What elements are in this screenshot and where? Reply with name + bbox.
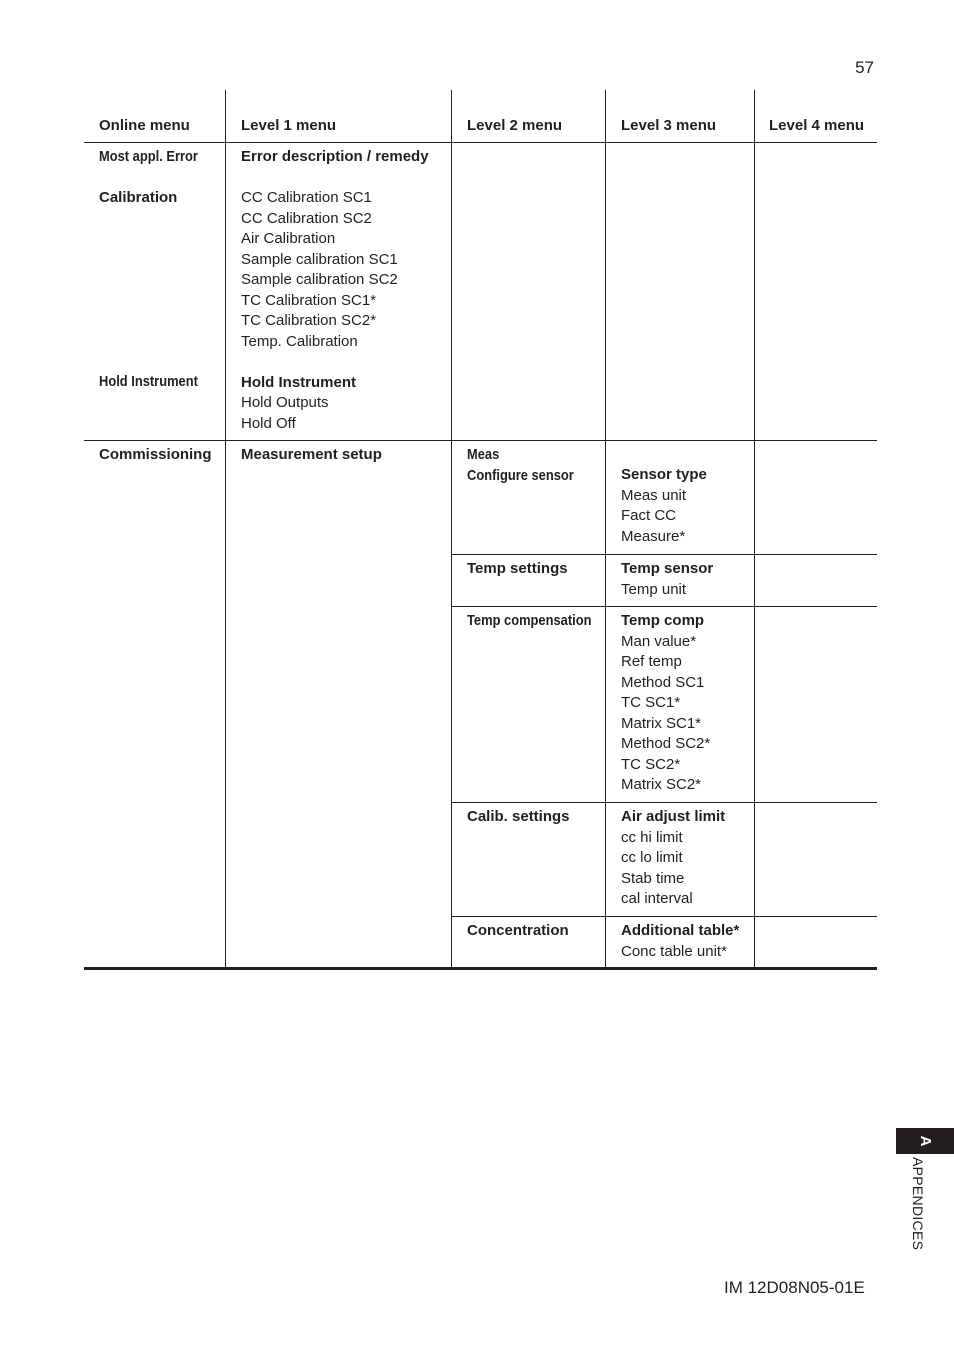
temp-sensor-title: Temp sensor — [621, 560, 714, 577]
configure-sensor-label — [467, 466, 591, 487]
table-bottom-rule — [84, 967, 877, 970]
list-item: cc lo limit — [621, 849, 683, 866]
list-item: Measure* — [621, 527, 686, 545]
most-appl-error-label: Most appl. Error — [99, 148, 198, 165]
online-hold-instrument — [99, 372, 214, 393]
list-item: Sample calibration SC1 — [241, 250, 398, 268]
list-item: TC Calibration SC2* — [241, 312, 377, 329]
level2-meas — [467, 445, 591, 486]
list-item: Method SC2* — [621, 735, 711, 752]
document-code: IM 12D08N05-01E — [724, 1278, 865, 1297]
list-item: Hold Off — [241, 414, 296, 432]
list-item: cc hi limit — [621, 828, 683, 846]
online-commissioning: Commissioning — [99, 446, 212, 463]
appendix-label: APPENDICES — [910, 1157, 926, 1251]
list-item: Man value* — [621, 632, 697, 650]
list-item: cal interval — [621, 890, 693, 907]
header-online-menu: Online menu — [99, 117, 190, 134]
list-item: Sample calibration SC2 — [241, 271, 398, 288]
header-rule — [84, 142, 877, 143]
hold-instrument-title: Hold Instrument — [241, 373, 356, 391]
air-adjust-limit-title: Air adjust limit — [621, 808, 726, 825]
temp-compensation-label: Temp compensation — [467, 612, 592, 629]
level1-section1 — [241, 147, 429, 434]
configure-sensor-label-text: Configure sensor — [467, 466, 574, 484]
level3-additional-table — [621, 921, 739, 962]
list-item: Temp unit — [621, 580, 687, 598]
additional-table-title: Additional table* — [621, 922, 740, 939]
level2-calib-settings: Calib. settings — [467, 808, 570, 825]
level3-temp-comp — [621, 611, 710, 796]
appendix-letter: A — [917, 1135, 934, 1147]
list-item: Meas unit — [621, 486, 687, 504]
level2-temp-compensation — [467, 611, 612, 632]
list-item: Air Calibration — [241, 230, 336, 247]
page-number: 57 — [855, 58, 874, 77]
header-level-4-menu: Level 4 menu — [769, 117, 865, 134]
col-divider — [451, 90, 452, 969]
hold-instrument-label: Hold Instrument — [99, 373, 198, 390]
list-item: Matrix SC1* — [621, 714, 702, 732]
row-rule — [451, 916, 877, 917]
header-level-1-menu: Level 1 menu — [241, 117, 337, 134]
online-most-appl-error — [99, 147, 214, 168]
level2-concentration: Concentration — [467, 922, 569, 939]
sensor-type-title: Sensor type — [621, 466, 707, 483]
col-divider — [754, 90, 755, 969]
row-rule — [451, 606, 877, 607]
col-divider — [225, 90, 226, 969]
col-divider — [605, 90, 606, 969]
temp-comp-title: Temp comp — [621, 612, 705, 629]
list-item: Conc table unit* — [621, 942, 727, 960]
list-item: TC Calibration SC1* — [241, 291, 377, 309]
level3-air-adjust-limit — [621, 807, 725, 910]
list-item: Ref temp — [621, 653, 682, 670]
list-item: Fact CC — [621, 507, 677, 524]
list-item: TC SC2* — [621, 755, 681, 773]
level2-temp-settings: Temp settings — [467, 560, 568, 577]
section-rule — [84, 440, 877, 441]
online-calibration: Calibration — [99, 189, 178, 206]
level3-sensor-type — [621, 465, 707, 547]
row-rule — [451, 554, 877, 555]
list-item: Matrix SC2* — [621, 776, 702, 793]
list-item: Hold Outputs — [241, 394, 329, 411]
list-item: CC Calibration SC1 — [241, 189, 372, 206]
header-level-3-menu: Level 3 menu — [621, 117, 717, 134]
meas-label-text: Meas — [467, 446, 500, 463]
list-item: CC Calibration SC2 — [241, 209, 372, 227]
level1-measurement-setup: Measurement setup — [241, 446, 382, 463]
header-level-2-menu: Level 2 menu — [467, 117, 563, 134]
error-description-title: Error description / remedy — [241, 148, 429, 165]
list-item: Stab time — [621, 869, 685, 887]
list-item: TC SC1* — [621, 694, 681, 711]
list-item: Temp. Calibration — [241, 332, 358, 350]
meas-label — [467, 445, 591, 466]
level3-temp-sensor — [621, 559, 713, 600]
row-rule — [451, 802, 877, 803]
list-item: Method SC1 — [621, 673, 705, 691]
